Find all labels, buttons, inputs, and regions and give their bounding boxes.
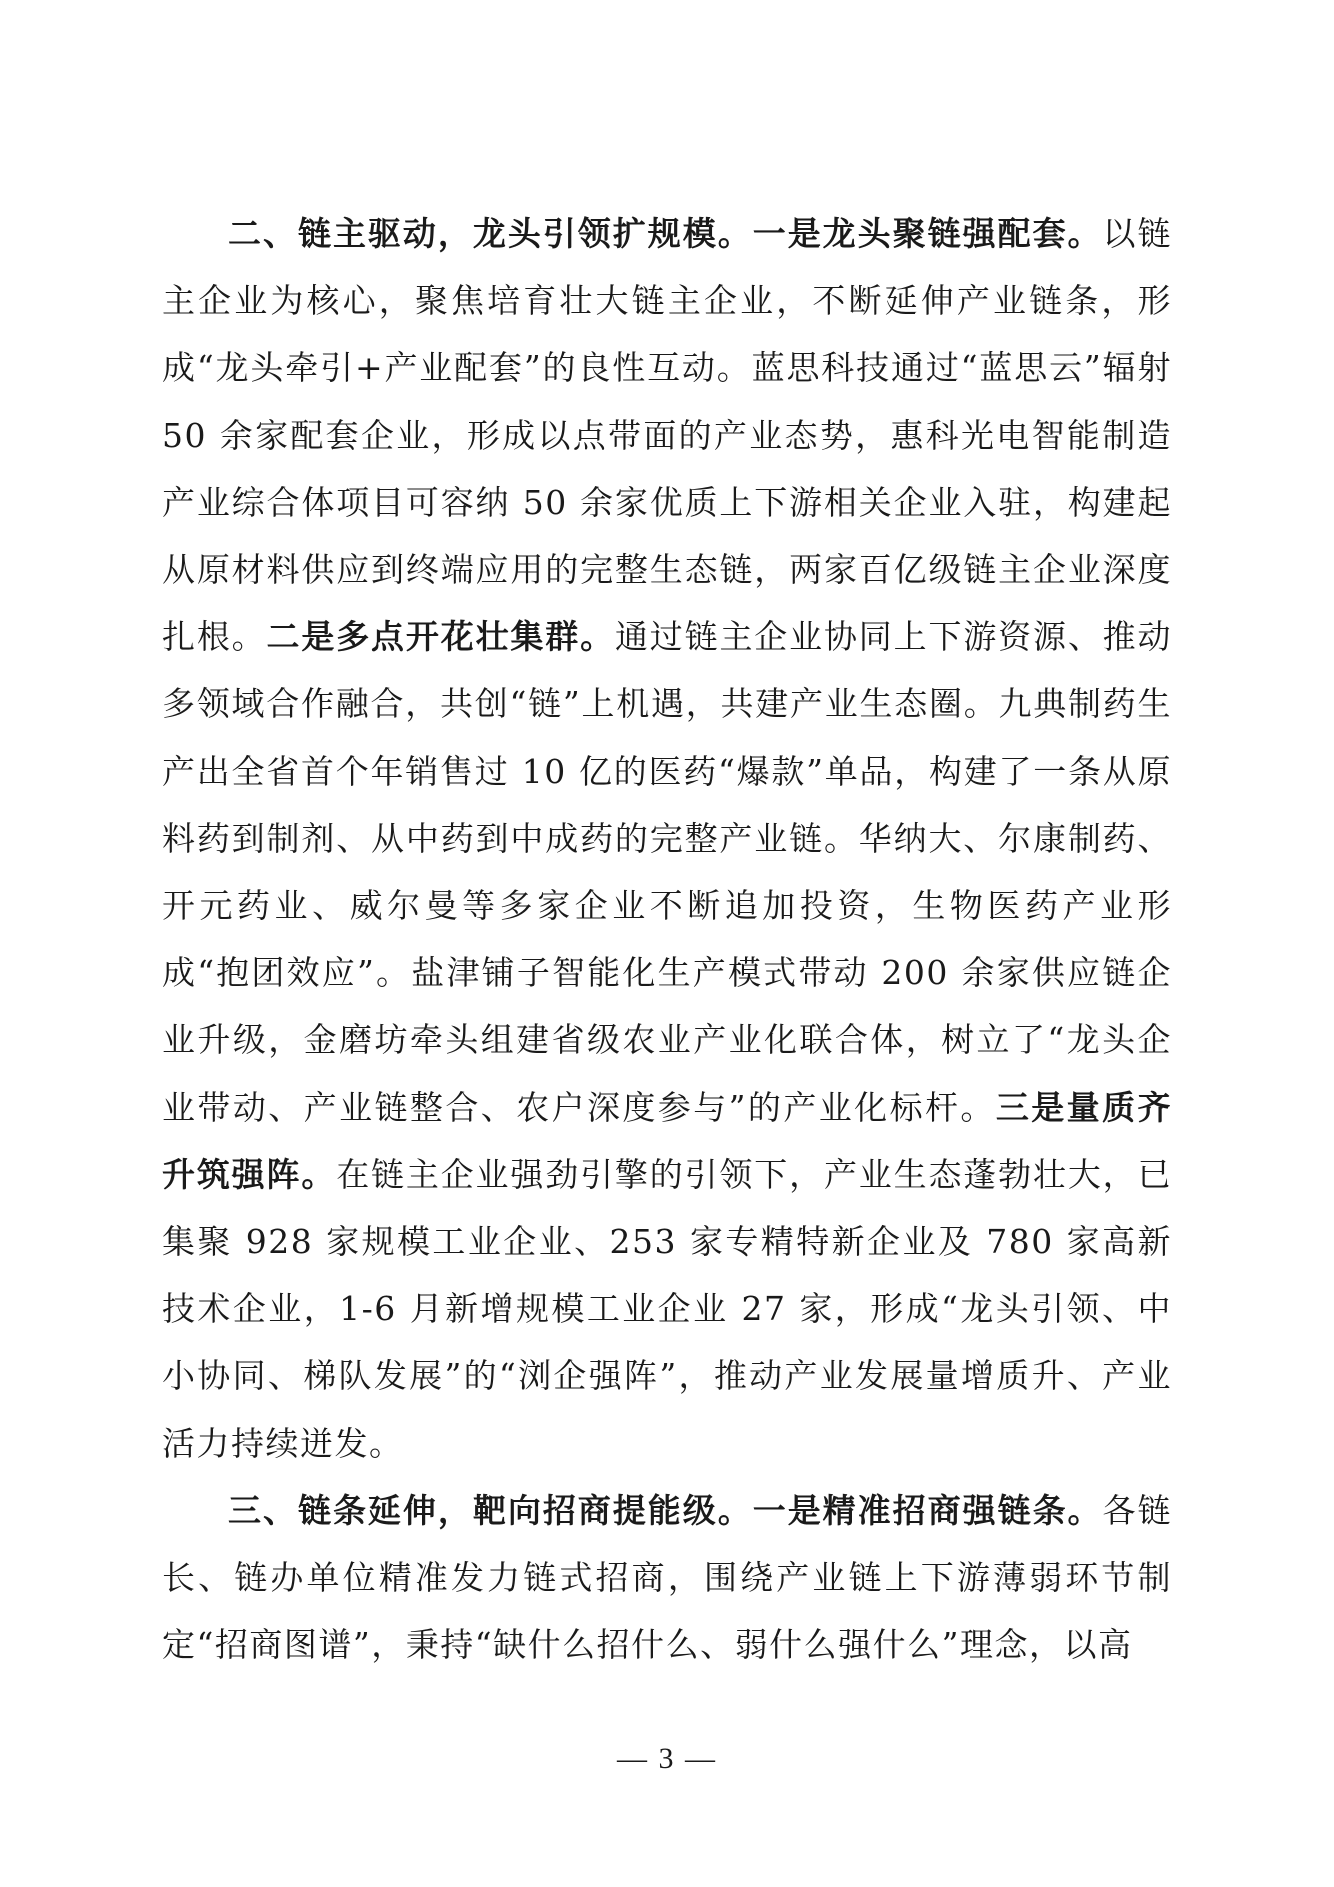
point-lead: 一是龙头聚链强配套。	[752, 214, 1103, 253]
paragraph-section-3	[162, 1477, 1172, 1679]
point-lead: 一是精准招商强链条。	[752, 1490, 1103, 1530]
paragraph-section-2	[162, 200, 1172, 1477]
point-text: 通过链主企业协同上下游资源、推动多领域合作融合，共创“链”上机遇，共建产业生态圈。九典制药生产出全省首个年销售过 10 亿的医药“爆款”单品，构建了一条从原料药到制剂、从中药到中成药的完整产业链。华纳大、尔康制药、开元药业、威尔曼等多家企业不断追加投资，生物医药产业形成“抱团效应”。盐津铺子智能化生产模式带动 200 余家供应链企业升级，金磨坊牵头组建省级农业产业化联合体，树立了“龙头企业带动、产业链整合、农户深度参与”的产业化标杆。	[162, 617, 1173, 1127]
point-text: 各链长、链办单位精准发力链式招商，围绕产业链上下游薄弱环节制定“招商图谱”，秉持“缺什么招什么、弱什么强什么”理念，以高	[162, 1490, 1173, 1665]
page-number: — 3 —	[617, 1742, 717, 1775]
document-body	[162, 200, 1172, 1678]
point-text: 在链主企业强劲引擎的引领下，产业生态蓬勃壮大，已集聚 928 家规模工业企业、253 家专精特新企业及 780 家高新技术企业，1-6 月新增规模工业企业 27 家，形成“龙头引领、中小协同、梯队发展”的“浏企强阵”，推动产业发展量增质升、产业活力持续迸发。	[162, 1154, 1173, 1463]
section-heading: 三、链条延伸，靶向招商提能级。	[228, 1490, 753, 1530]
point-lead: 二是多点开花壮集群。	[266, 617, 615, 657]
section-heading: 二、链主驱动，龙头引领扩规模。	[228, 214, 753, 253]
point-text: 以链主企业为核心，聚焦培育壮大链主企业，不断延伸产业链条，形成“龙头牵引+产业配套”的良性互动。蓝思科技通过“蓝思云”辐射 50 余家配套企业，形成以点带面的产业态势，惠科光电智能制造产业综合体项目可容纳 50 余家优质上下游相关企业入驻，构建起从原材料供应到终端应用的完整生态链，两家百亿级链主企业深度扎根。	[162, 214, 1173, 657]
point-lead: 三是量质齐升筑强阵。	[162, 1087, 1173, 1194]
